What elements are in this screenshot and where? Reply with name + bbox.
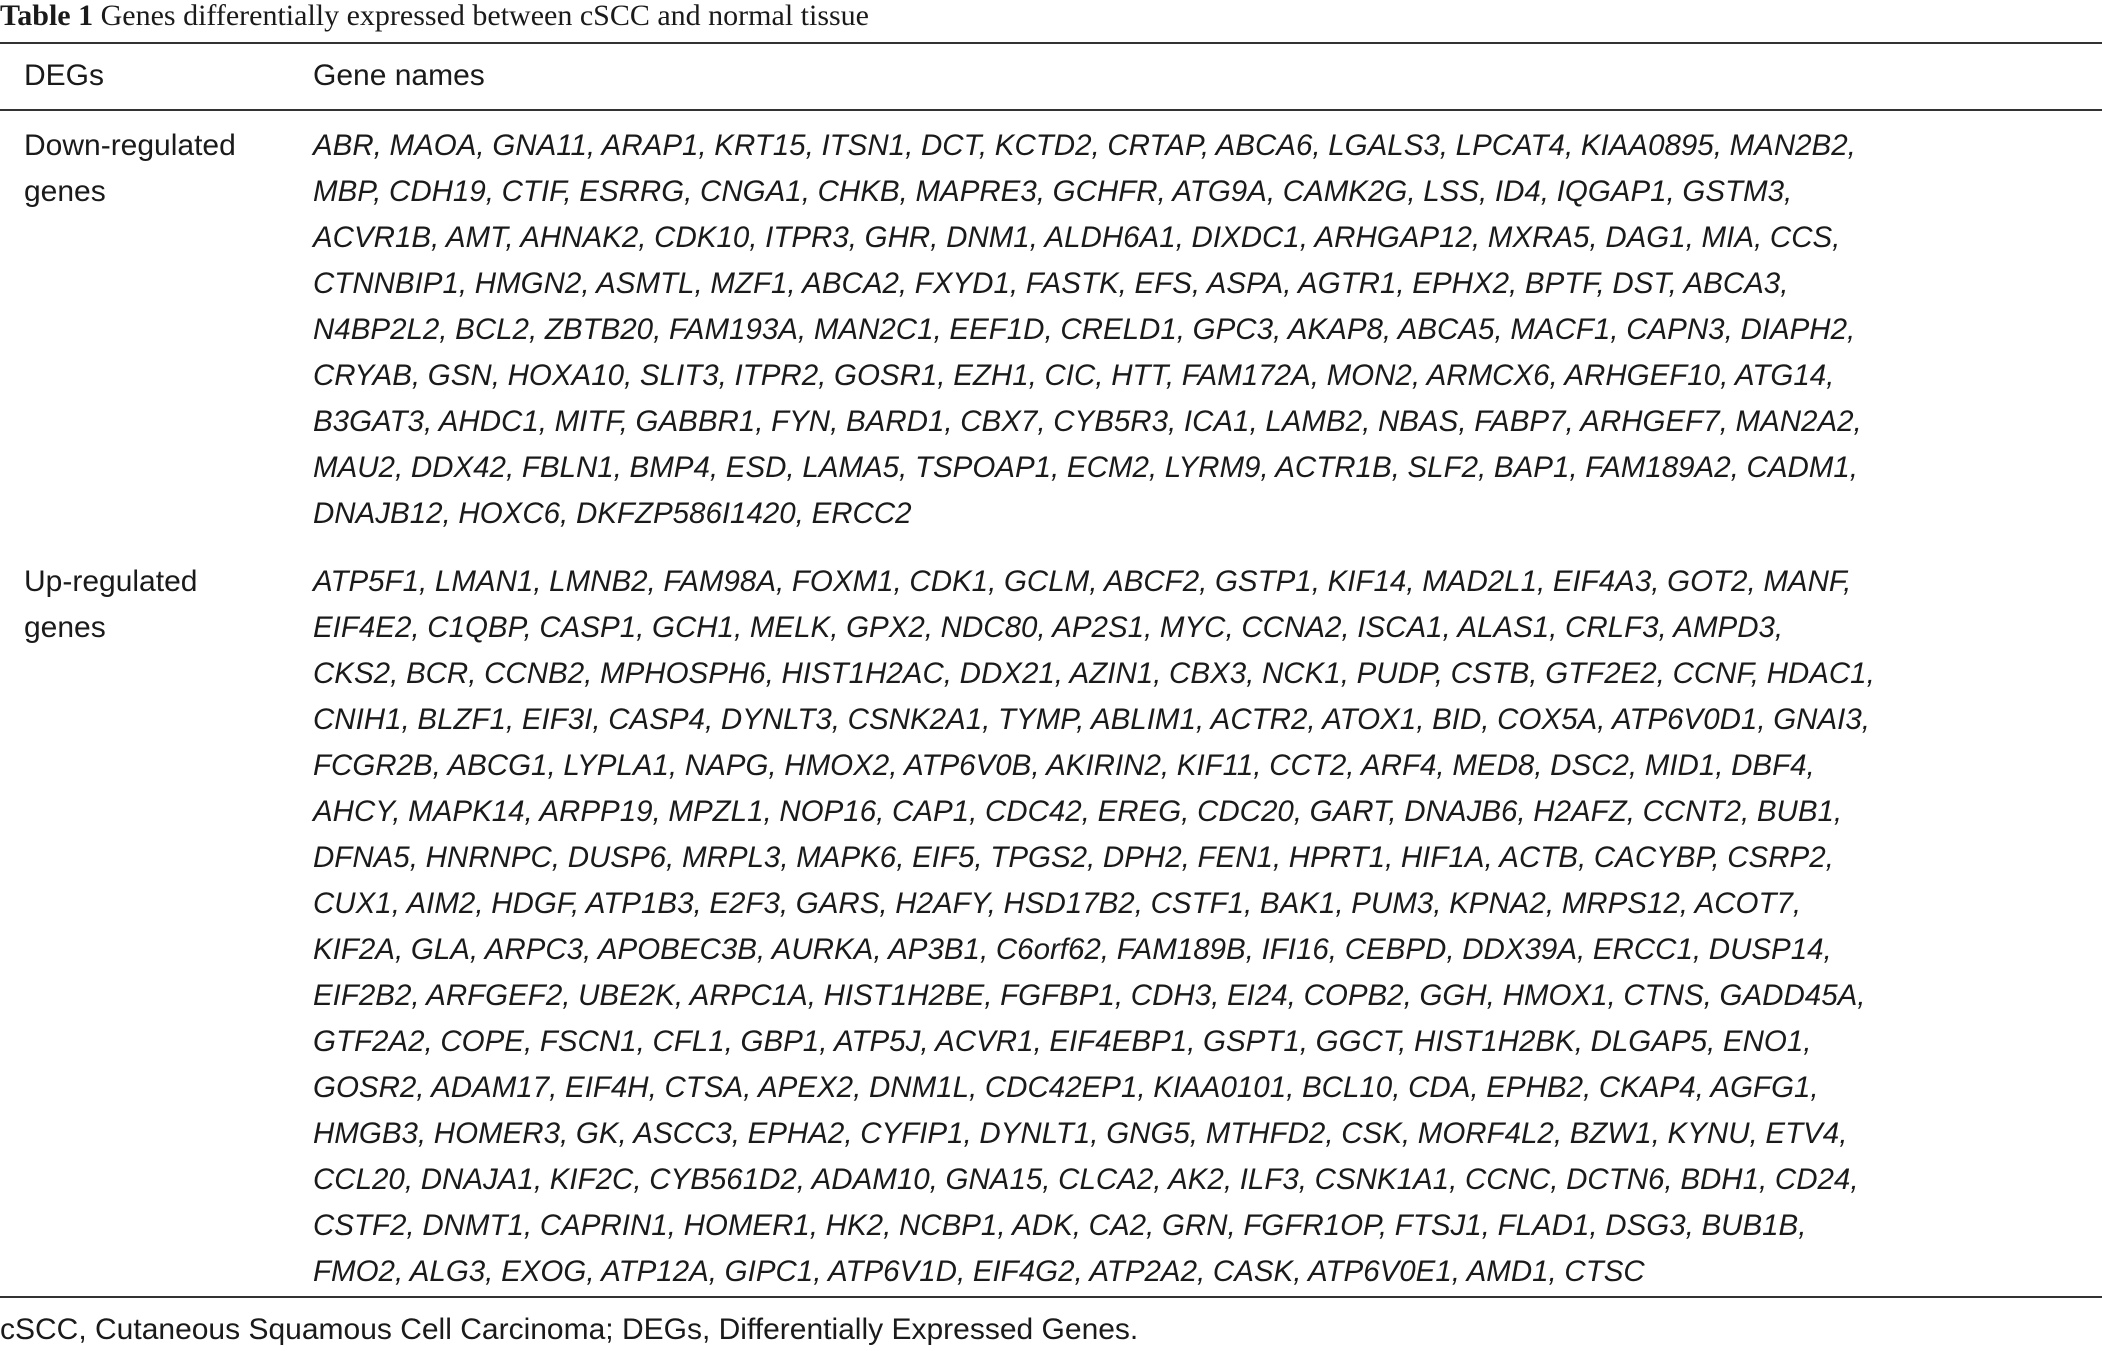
gene-line: DNAJB12, HOXC6, DKFZP586I1420, ERCC2 <box>313 497 912 530</box>
gene-line: N4BP2L2, BCL2, ZBTB20, FAM193A, MAN2C1, EEF1D, CRELD1, GPC3, AKAP8, ABCA5, MACF1, CAPN3, DIAPH2, <box>313 313 1856 346</box>
column-header-gene-names: Gene names <box>313 59 485 92</box>
row-label-line: genes <box>24 175 106 208</box>
gene-line: EIF4E2, C1QBP, CASP1, GCH1, MELK, GPX2, NDC80, AP2S1, MYC, CCNA2, ISCA1, ALAS1, CRLF3, AMPD3, <box>313 611 1784 644</box>
gene-list-down-regulated <box>313 123 2083 537</box>
gene-line: EIF2B2, ARFGEF2, UBE2K, ARPC1A, HIST1H2BE, FGFBP1, CDH3, EI24, COPB2, GGH, HMOX1, CTNS, GADD45A, <box>313 979 1866 1012</box>
gene-line: GOSR2, ADAM17, EIF4H, CTSA, APEX2, DNM1L, CDC42EP1, KIAA0101, BCL10, CDA, EPHB2, CKAP4, AGFG1, <box>313 1071 1819 1104</box>
gene-line: ABR, MAOA, GNA11, ARAP1, KRT15, ITSN1, DCT, KCTD2, CRTAP, ABCA6, LGALS3, LPCAT4, KIAA0895, MAN2B2, <box>313 129 1856 162</box>
gene-line: GTF2A2, COPE, FSCN1, CFL1, GBP1, ATP5J, ACVR1, EIF4EBP1, GSPT1, GGCT, HIST1H2BK, DLGAP5, ENO1, <box>313 1025 1812 1058</box>
row-label-up-regulated <box>24 559 294 651</box>
table-top-rule <box>0 42 2102 44</box>
gene-line: FCGR2B, ABCG1, LYPLA1, NAPG, HMOX2, ATP6V0B, AKIRIN2, KIF11, CCT2, ARF4, MED8, DSC2, MID1, DBF4, <box>313 749 1815 782</box>
gene-line: MBP, CDH19, CTIF, ESRRG, CNGA1, CHKB, MAPRE3, GCHFR, ATG9A, CAMK2G, LSS, ID4, IQGAP1, GSTM3, <box>313 175 1793 208</box>
column-header-degs: DEGs <box>24 59 105 92</box>
gene-list-up-regulated <box>313 559 2083 1295</box>
table-caption <box>0 0 869 40</box>
table-bottom-rule <box>0 1296 2102 1298</box>
row-label-down-regulated <box>24 123 294 215</box>
gene-line: CRYAB, GSN, HOXA10, SLIT3, ITPR2, GOSR1, EZH1, CIC, HTT, FAM172A, MON2, ARMCX6, ARHGEF10, ATG14, <box>313 359 1835 392</box>
gene-line: CTNNBIP1, HMGN2, ASMTL, MZF1, ABCA2, FXYD1, FASTK, EFS, ASPA, AGTR1, EPHX2, BPTF, DST, ABCA3, <box>313 267 1789 300</box>
table-caption-text: Genes differentially expressed between cSCC and normal tissue <box>93 0 869 32</box>
table-footnote: cSCC, Cutaneous Squamous Cell Carcinoma; DEGs, Differentially Expressed Genes. <box>0 1313 1139 1346</box>
gene-line: CKS2, BCR, CCNB2, MPHOSPH6, HIST1H2AC, DDX21, AZIN1, CBX3, NCK1, PUDP, CSTB, GTF2E2, CCNF, HDAC1, <box>313 657 1875 690</box>
gene-line: KIF2A, GLA, ARPC3, APOBEC3B, AURKA, AP3B1, C6orf62, FAM189B, IFI16, CEBPD, DDX39A, ERCC1, DUSP14, <box>313 933 1832 966</box>
gene-line: HMGB3, HOMER3, GK, ASCC3, EPHA2, CYFIP1, DYNLT1, GNG5, MTHFD2, CSK, MORF4L2, BZW1, KYNU, ETV4, <box>313 1117 1848 1150</box>
gene-line: CUX1, AIM2, HDGF, ATP1B3, E2F3, GARS, H2AFY, HSD17B2, CSTF1, BAK1, PUM3, KPNA2, MRPS12, ACOT7, <box>313 887 1802 920</box>
row-label-line: genes <box>24 611 106 644</box>
gene-line: ACVR1B, AMT, AHNAK2, CDK10, ITPR3, GHR, DNM1, ALDH6A1, DIXDC1, ARHGAP12, MXRA5, DAG1, MIA, CCS, <box>313 221 1841 254</box>
table-header-rule <box>0 109 2102 111</box>
gene-line: MAU2, DDX42, FBLN1, BMP4, ESD, LAMA5, TSPOAP1, ECM2, LYRM9, ACTR1B, SLF2, BAP1, FAM189A2, CADM1, <box>313 451 1858 484</box>
gene-line: CNIH1, BLZF1, EIF3I, CASP4, DYNLT3, CSNK2A1, TYMP, ABLIM1, ACTR2, ATOX1, BID, COX5A, ATP6V0D1, GNAI3, <box>313 703 1870 736</box>
gene-line: CSTF2, DNMT1, CAPRIN1, HOMER1, HK2, NCBP1, ADK, CA2, GRN, FGFR1OP, FTSJ1, FLAD1, DSG3, BUB1B, <box>313 1209 1807 1242</box>
gene-line: CCL20, DNAJA1, KIF2C, CYB561D2, ADAM10, GNA15, CLCA2, AK2, ILF3, CSNK1A1, CCNC, DCTN6, BDH1, CD24, <box>313 1163 1859 1196</box>
gene-line: AHCY, MAPK14, ARPP19, MPZL1, NOP16, CAP1, CDC42, EREG, CDC20, GART, DNAJB6, H2AFZ, CCNT2, BUB1, <box>313 795 1843 828</box>
table-caption-label: Table 1 <box>0 0 94 32</box>
row-label-line: Down-regulated <box>24 129 236 162</box>
gene-line: B3GAT3, AHDC1, MITF, GABBR1, FYN, BARD1, CBX7, CYB5R3, ICA1, LAMB2, NBAS, FABP7, ARHGEF7, MAN2A2, <box>313 405 1862 438</box>
gene-line: DFNA5, HNRNPC, DUSP6, MRPL3, MAPK6, EIF5, TPGS2, DPH2, FEN1, HPRT1, HIF1A, ACTB, CACYBP, CSRP2, <box>313 841 1834 874</box>
gene-line: FMO2, ALG3, EXOG, ATP12A, GIPC1, ATP6V1D, EIF4G2, ATP2A2, CASK, ATP6V0E1, AMD1, CTSC <box>313 1255 1645 1288</box>
gene-line: ATP5F1, LMAN1, LMNB2, FAM98A, FOXM1, CDK1, GCLM, ABCF2, GSTP1, KIF14, MAD2L1, EIF4A3, GOT2, MANF, <box>313 565 1852 598</box>
row-label-line: Up-regulated <box>24 565 198 598</box>
